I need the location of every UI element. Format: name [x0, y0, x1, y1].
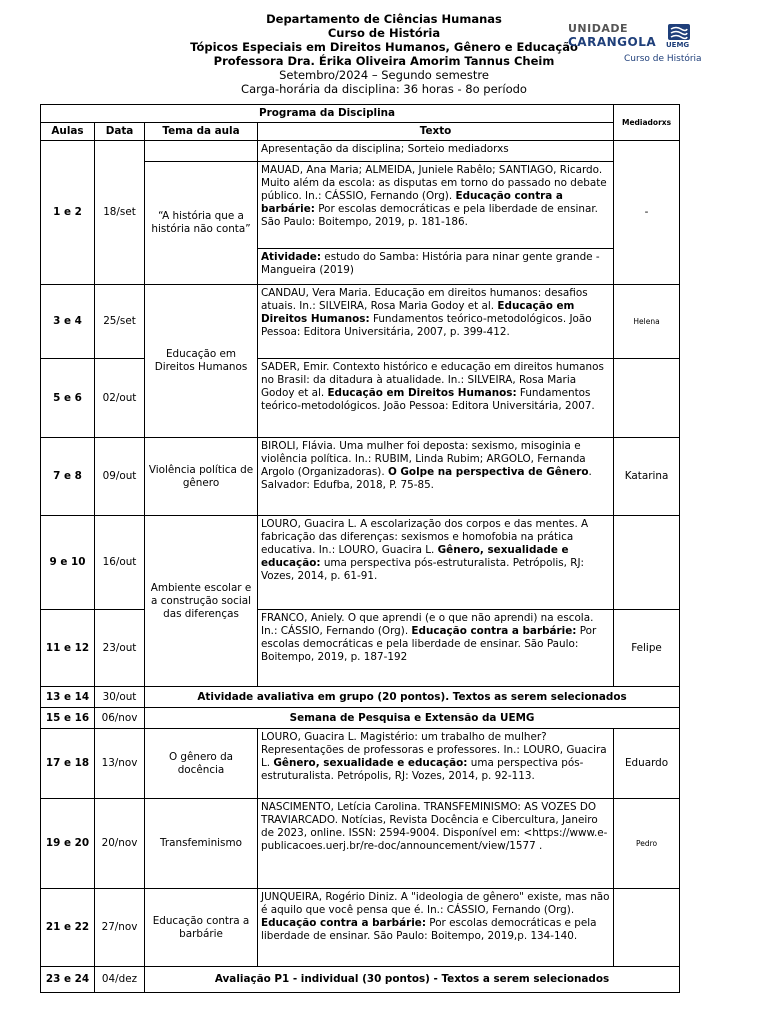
texto-cell: SADER, Emir. Contexto histórico e educação em direitos humanos no Brasil: da ditadura à atualidade. In.: SILVEIRA, Rosa Maria Godoy et al. Educação em Direitos Humanos: Fundamentos teórico-metodológicos. João Pessoa: Editora Universitária, 2007. [258, 359, 614, 438]
logo-course: Curso de História [624, 54, 702, 64]
data-cell: 04/dez [95, 967, 145, 993]
col-data: Data [95, 123, 145, 141]
tema-cell: Educação em Direitos Humanos [145, 285, 258, 438]
table-row [41, 438, 680, 516]
tema-cell: Transfeminismo [145, 799, 258, 889]
data-cell: 27/nov [95, 889, 145, 967]
tema-cell: “A história que a história não conta” [145, 162, 258, 285]
professor-name: Professora Dra. Érika Oliveira Amorim Tannus Cheim [213, 54, 555, 68]
tema-cell: Violência política de gênero [145, 438, 258, 516]
data-cell: 02/out [95, 359, 145, 438]
workload: Carga-horária da disciplina: 36 horas - 8o período [241, 82, 527, 96]
table-row [41, 687, 680, 708]
table-row [41, 799, 680, 889]
table-row [41, 967, 680, 993]
table-row [41, 285, 680, 359]
logo-unidade: UNIDADE [568, 22, 629, 35]
tema-cell: Ambiente escolar e a construção social das diferenças [145, 516, 258, 687]
data-cell: 23/out [95, 610, 145, 687]
aula-cell: 23 e 24 [41, 967, 95, 993]
event-cell: Atividade avaliativa em grupo (20 pontos). Textos as serem selecionados [145, 687, 680, 708]
uemg-logo [568, 22, 708, 72]
mediador-empty-cell [614, 889, 680, 967]
aula-cell: 21 e 22 [41, 889, 95, 967]
table-row [41, 729, 680, 799]
aula-cell: 15 e 16 [41, 708, 95, 729]
program-table [40, 104, 680, 993]
data-cell: 13/nov [95, 729, 145, 799]
aula-cell: 9 e 10 [41, 516, 95, 610]
data-cell: 18/set [95, 141, 145, 285]
aula-cell: 1 e 2 [41, 141, 95, 285]
uemg-mark-icon [668, 24, 690, 40]
logo-uemg: UEMG [666, 41, 690, 49]
col-texto: Texto [258, 123, 614, 141]
mediador-empty-cell [614, 359, 680, 438]
mediador-cell: Helena [614, 285, 680, 359]
mediador-cell: - [614, 141, 680, 285]
table-title-row [41, 105, 680, 123]
event-cell: Semana de Pesquisa e Extensão da UEMG [145, 708, 680, 729]
aula-cell: 13 e 14 [41, 687, 95, 708]
course-title: Curso de História [327, 26, 441, 40]
table-row [41, 516, 680, 610]
tema-cell: O gênero da docência [145, 729, 258, 799]
aula-cell: 19 e 20 [41, 799, 95, 889]
aula-cell: 11 e 12 [41, 610, 95, 687]
tema-empty-cell [145, 141, 258, 162]
aula-cell: 3 e 4 [41, 285, 95, 359]
header-row [41, 123, 680, 141]
table-row [41, 610, 680, 687]
logo-city: CARANGOLA [568, 35, 657, 49]
table-row [41, 141, 680, 162]
department-title: Departamento de Ciências Humanas [266, 12, 502, 26]
data-cell: 06/nov [95, 708, 145, 729]
texto-cell: Apresentação da disciplina; Sorteio mediadorxs [258, 141, 614, 162]
data-cell: 20/nov [95, 799, 145, 889]
texto-cell: JUNQUEIRA, Rogério Diniz. A "ideologia de gênero" existe, mas não é aquilo que você pensa que é. In.: CÁSSIO, Fernando (Org). Educação contra a barbárie: Por escolas democráticas e pela liberdade de ensinar. São Paulo: Boitempo, 2019,p. 134-140. [258, 889, 614, 967]
texto-cell: MAUAD, Ana Maria; ALMEIDA, Juniele Rabêlo; SANTIAGO, Ricardo. Muito além da escola: as disputas em torno do passado no debate público. In.: CÁSSIO, Fernando (Org). Educação contra a barbárie: Por escolas democráticas e pela liberdade de ensinar. São Paulo: Boitempo, 2019, p. 181-186. [258, 162, 614, 249]
aula-cell: 5 e 6 [41, 359, 95, 438]
texto-cell: CANDAU, Vera Maria. Educação em direitos humanos: desafios atuais. In.: SILVEIRA, Rosa Maria Godoy et al. Educação em Direitos Humanos: Fundamentos teórico-metodológicos. João Pessoa: Editora Universitária, 2007, p. 399-412. [258, 285, 614, 359]
aula-cell: 17 e 18 [41, 729, 95, 799]
table-row [41, 359, 680, 438]
tema-cell: Educação contra a barbárie [145, 889, 258, 967]
mediadores-header: Mediadorxs [614, 105, 680, 141]
table-title: Programa da Disciplina [41, 105, 614, 123]
data-cell: 09/out [95, 438, 145, 516]
data-cell: 30/out [95, 687, 145, 708]
mediador-empty-cell [614, 516, 680, 610]
texto-cell: LOURO, Guacira L. A escolarização dos corpos e das mentes. A fabricação das diferenças: sexismos e homofobia na prática educativa. In.: LOURO, Guacira L. Gênero, sexualidade e educação: uma perspectiva pós-estruturalista. Petrópolis, RJ: Vozes, 2014, p. 61-91. [258, 516, 614, 610]
mediador-cell: Felipe [614, 610, 680, 687]
table-row [41, 708, 680, 729]
texto-cell: Atividade: estudo do Samba: História para ninar gente grande - Mangueira (2019) [258, 249, 614, 285]
texto-cell: FRANCO, Aniely. O que aprendi (e o que não aprendi) na escola. In.: CÁSSIO, Fernando (Org). Educação contra a barbárie: Por escolas democráticas e pela liberdade de ensinar. São Paulo: Boitempo, 2019, p. 187-192 [258, 610, 614, 687]
texto-cell: BIROLI, Flávia. Uma mulher foi deposta: sexismo, misoginia e violência política. In.: RUBIM, Linda Rubim; ARGOLO, Fernanda Argolo (Organizadoras). O Golpe na perspectiva de Gênero. Salvador: Edufba, 2018, P. 75-85. [258, 438, 614, 516]
col-aulas: Aulas [41, 123, 95, 141]
col-tema: Tema da aula [145, 123, 258, 141]
table-row [41, 889, 680, 967]
semester: Setembro/2024 – Segundo semestre [279, 68, 489, 82]
mediador-cell: Eduardo [614, 729, 680, 799]
texto-cell: NASCIMENTO, Letícia Carolina. TRANSFEMINISMO: AS VOZES DO TRAVIARCADO. Notícias, Revista Docência e Cibercultura, Janeiro de 2023, online. ISSN: 2594-9004. Disponível em: <https://www.e-publicacoes.uerj.br/re-doc/announcement/view/1577 . [258, 799, 614, 889]
mediador-cell: Katarina [614, 438, 680, 516]
aula-cell: 7 e 8 [41, 438, 95, 516]
data-cell: 16/out [95, 516, 145, 610]
event-cell: Avaliação P1 - individual (30 pontos) - Textos a serem selecionados [145, 967, 680, 993]
mediador-cell: Pedro [614, 799, 680, 889]
subject-title: Tópicos Especiais em Direitos Humanos, Gênero e Educação [190, 40, 578, 54]
texto-cell: LOURO, Guacira L. Magistério: um trabalho de mulher? Representações de professoras e professores. In.: LOURO, Guacira L. Gênero, sexualidade e educação: uma perspectiva pós-estruturalista. Petrópolis, RJ: Vozes, 2014, p. 92-113. [258, 729, 614, 799]
data-cell: 25/set [95, 285, 145, 359]
